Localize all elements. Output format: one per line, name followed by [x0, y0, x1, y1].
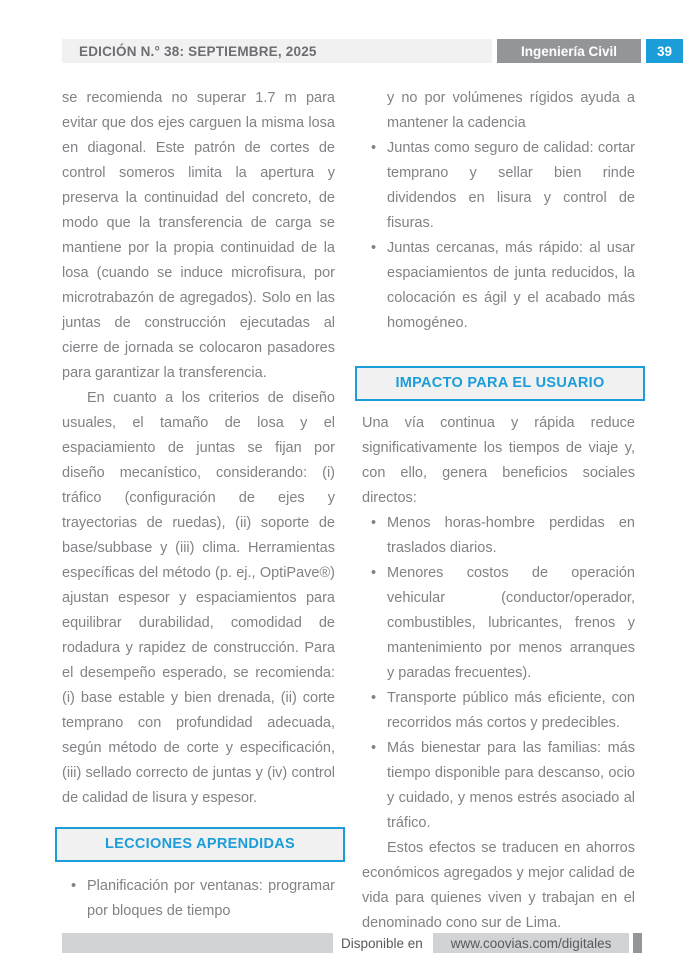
list-item: • Transporte público más eficiente, con recorridos más cortos y predecibles. [362, 686, 635, 736]
list-item-continuation: y no por volúmenes rígidos ayuda a mantener la cadencia [387, 90, 635, 131]
section-heading-impacto: IMPACTO PARA EL USUARIO [355, 366, 645, 401]
list-item: • Menos horas-hombre perdidas en traslados diarios. [362, 511, 635, 561]
body-paragraph: Una vía continua y rápida reduce significativamente los tiempos de viaje y, con ello, genera beneficios sociales directos: [362, 415, 635, 506]
list-item: • Más bienestar para las familias: más tiempo disponible para descanso, ocio y cuidado, y menos estrés asociado al tráfico. [362, 736, 635, 836]
footer-url[interactable]: www.coovias.com/digitales [433, 933, 630, 953]
list-item: • Planificación por ventanas: programar por bloques de tiempo [62, 874, 335, 924]
body-paragraph: Estos efectos se traducen en ahorros económicos agregados y mejor calidad de vida para quienes viven y trabajan en el denominado cono sur de Lima. [362, 840, 635, 931]
edition-label: EDICIÓN N.° 38: SEPTIEMBRE, 2025 [62, 39, 492, 63]
section-heading-lecciones: LECCIONES APRENDIDAS [55, 827, 345, 862]
right-column [362, 86, 635, 936]
footer-divider-bar [62, 933, 333, 953]
list-item: • Juntas cercanas, más rápido: al usar espaciamientos de junta reducidos, la colocación es ágil y el acabado más homogéneo. [362, 236, 635, 336]
page-header [62, 39, 683, 63]
footer-end-square [633, 933, 642, 953]
page-footer [62, 933, 642, 953]
body-paragraph: se recomienda no superar 1.7 m para evitar que dos ejes carguen la misma losa en diagonal. Este patrón de cortes de control someros limita la apertura y preserva la continuidad del concreto, de modo que la transferencia de carga se mantiene por la propia continuidad de la losa (cuando se induce microfisura, por microtrabazón de agregados). Solo en las juntas de construcción ejecutadas al cierre de jornada se colocaron pasadores para garantizar la transferencia. [62, 90, 335, 381]
body-paragraph: En cuanto a los criterios de diseño usuales, el tamaño de losa y el espaciamiento de juntas se fijan por diseño mecanístico, considerando: (i) tráfico (configuración de ejes y trayectorias de ruedas), (ii) soporte de base/subbase y (iii) clima. Herramientas específicas del método (p. ej., OptiPave®) ajustan espesor y espaciamientos para equilibrar durabilidad, comodidad de rodadura y rapidez de construcción. Para el desempeño esperado, se recomienda: (i) base estable y bien drenada, (ii) corte temprano con profundidad adecuada, según método de corte y especificación, (iii) sellado correcto de juntas y (iv) control de calidad de lisura y espesor. [62, 390, 335, 806]
left-column [62, 86, 335, 924]
list-item: • Juntas como seguro de calidad: cortar temprano y sellar bien rinde dividendos en lisura y control de fisuras. [362, 136, 635, 236]
page-number-badge: 39 [646, 39, 683, 63]
footer-label: Disponible en [340, 935, 423, 951]
section-badge: Ingeniería Civil [497, 39, 641, 63]
list-item: • Menores costos de operación vehicular (conductor/operador, combustibles, lubricantes, frenos y mantenimiento por menos arranques y paradas frecuentes). [362, 561, 635, 686]
